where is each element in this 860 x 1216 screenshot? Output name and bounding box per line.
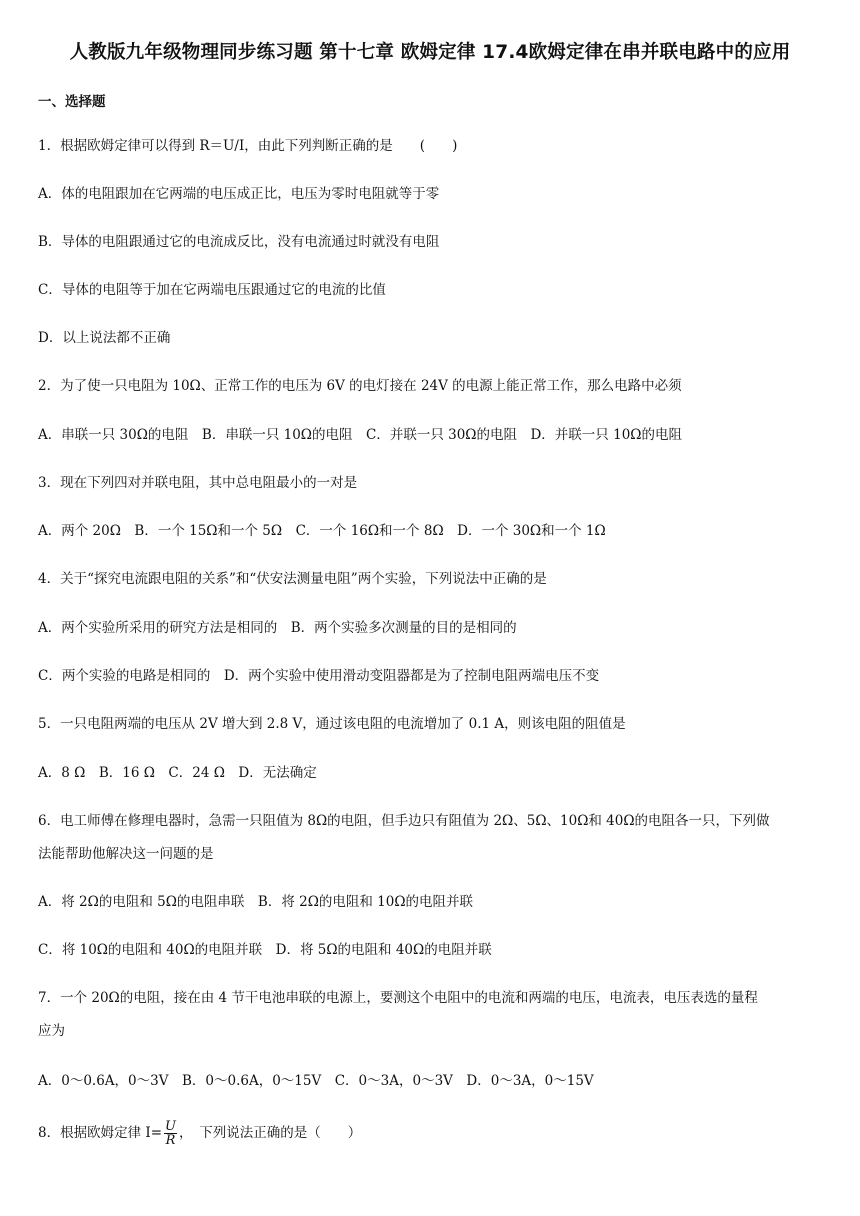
question-7-options: A．0～0.6A，0～3V B．0～0.6A，0～15V C．0～3A，0～3V D．0～3A，0～15V <box>38 1073 594 1089</box>
question-1-option-c: C．导体的电阻等于加在它两端电压跟通过它的电流的比值 <box>38 282 386 298</box>
question-4-options-ab: A．两个实验所采用的研究方法是相同的 B．两个实验多次测量的目的是相同的 <box>38 620 517 636</box>
question-3: 3．现在下列四对并联电阻，其中总电阻最小的一对是 <box>38 475 358 491</box>
fraction-denominator: R <box>165 1133 176 1148</box>
question-1-option-b: B．导体的电阻跟通过它的电流成反比，没有电流通过时就没有电阻 <box>38 234 440 250</box>
ohm-law-fraction <box>164 1120 177 1147</box>
question-8-suffix: ， 下列说法正确的是（ ） <box>179 1125 362 1141</box>
question-6-line-1: 6．电工师傅在修理电器时，急需一只阻值为 8Ω的电阻，但手边只有阻值为 2Ω、5Ω、10Ω和 40Ω的电阻各一只，下列做 <box>38 813 770 829</box>
section-heading: 一、选择题 <box>38 94 106 110</box>
question-5-options: A．8 Ω B．16 Ω C．24 Ω D．无法确定 <box>38 765 317 781</box>
question-1-option-d: D．以上说法都不正确 <box>38 330 171 346</box>
question-7-line-2: 应为 <box>38 1023 65 1039</box>
question-7-line-1: 7．一个 20Ω的电阻，接在由 4 节干电池串联的电源上，要测这个电阻中的电流和两端的电压，电流表，电压表选的量程 <box>38 990 758 1006</box>
question-4-options-cd: C．两个实验的电路是相同的 D．两个实验中使用滑动变阻器都是为了控制电阻两端电压不变 <box>38 668 600 684</box>
question-6-options-ab: A．将 2Ω的电阻和 5Ω的电阻串联 B．将 2Ω的电阻和 10Ω的电阻并联 <box>38 894 474 910</box>
page-title: 人教版九年级物理同步练习题 第十七章 欧姆定律 17.4欧姆定律在串并联电路中的应用 <box>69 42 791 63</box>
question-5: 5．一只电阻两端的电压从 2V 增大到 2.8 V，通过该电阻的电流增加了 0.1 A，则该电阻的阻值是 <box>38 716 626 732</box>
question-6-line-2: 法能帮助他解决这一问题的是 <box>38 846 214 862</box>
question-8-prefix: 8．根据欧姆定律 I= <box>38 1125 163 1141</box>
question-3-options: A．两个 20Ω B．一个 15Ω和一个 5Ω C．一个 16Ω和一个 8Ω D．一个 30Ω和一个 1Ω <box>38 523 606 539</box>
question-2-options: A．串联一只 30Ω的电阻 B．串联一只 10Ω的电阻 C．并联一只 30Ω的电阻 D．并联一只 10Ω的电阻 <box>38 427 682 443</box>
question-2: 2．为了使一只电阻为 10Ω、正常工作的电压为 6V 的电灯接在 24V 的电源上能正常工作，那么电路中必须 <box>38 378 682 394</box>
fraction-numerator: U <box>165 1119 176 1134</box>
question-1: 1．根据欧姆定律可以得到 R＝U/I，由此下列判断正确的是 ( ) <box>38 138 458 154</box>
question-8 <box>38 1120 361 1147</box>
question-1-option-a: A．体的电阻跟加在它两端的电压成正比，电压为零时电阻就等于零 <box>38 186 440 202</box>
question-4: 4．关于“探究电流跟电阻的关系”和“伏安法测量电阻”两个实验，下列说法中正确的是 <box>38 571 547 587</box>
question-6-options-cd: C．将 10Ω的电阻和 40Ω的电阻并联 D．将 5Ω的电阻和 40Ω的电阻并联 <box>38 942 492 958</box>
